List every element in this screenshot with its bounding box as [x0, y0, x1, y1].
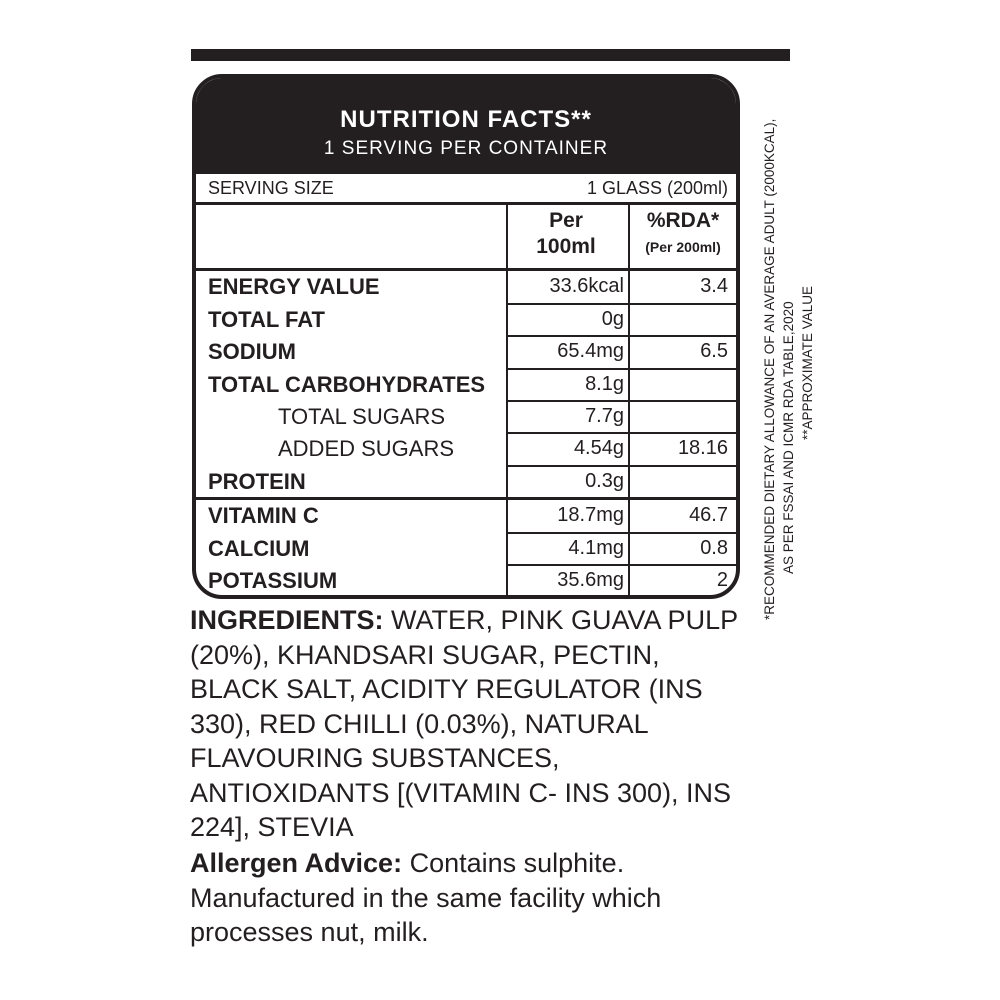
nutrient-name: VITAMIN C: [208, 503, 319, 528]
nutrient-per-100ml: 8.1g: [585, 373, 624, 395]
nutrient-per-100ml: 4.54g: [573, 437, 624, 459]
allergen-block: [190, 846, 750, 950]
allergen-text: Contains sulphite. Manufactured in the same facility which processes nut, milk.: [190, 848, 662, 947]
nutrient-row: [196, 336, 736, 369]
nutrient-name: TOTAL FAT: [208, 307, 325, 332]
nutrient-per-100ml: 33.6kcal: [549, 275, 624, 297]
rda-header: [628, 209, 738, 261]
per-header-line2: 100ml: [536, 235, 596, 258]
serving-size-label: SERVING SIZE: [208, 178, 334, 198]
nutrient-row: [196, 565, 736, 598]
nutrient-rda: 6.5: [700, 340, 728, 362]
nutrition-header: [196, 78, 736, 174]
nutrient-rda: 18.16: [677, 437, 728, 459]
rda-header-line2: (Per 200ml): [645, 239, 721, 255]
footnote-vertical: [760, 60, 817, 620]
nutrient-name: PROTEIN: [208, 469, 306, 494]
ingredients-label: INGREDIENTS:: [190, 605, 384, 635]
nutrient-name: CALCIUM: [208, 536, 310, 561]
top-rule: [191, 49, 790, 61]
nutrient-row: [196, 433, 736, 466]
serving-size-value: 1 GLASS (200ml): [586, 178, 728, 198]
ingredients-block: [190, 603, 750, 845]
nutrient-per-100ml: 7.7g: [585, 405, 624, 427]
nutrient-per-100ml: 4.1mg: [568, 537, 624, 559]
allergen-label: Allergen Advice:: [190, 848, 403, 878]
rda-header-line1: %RDA*: [646, 209, 720, 232]
nutrient-name: ENERGY VALUE: [208, 274, 380, 299]
nutrient-name: SODIUM: [208, 339, 296, 364]
nutrient-name: ADDED SUGARS: [278, 436, 455, 461]
nutrient-rda: 0.8: [700, 537, 728, 559]
nutrient-rda: 3.4: [700, 275, 728, 297]
footnote-approximate: **APPROXIMATE VALUE: [800, 285, 815, 440]
nutrient-name: TOTAL SUGARS: [278, 404, 446, 429]
nutrient-rda: 2: [716, 569, 728, 591]
nutrient-rda: 46.7: [689, 504, 728, 526]
footnote-rda-source: AS PER FSSAI AND ICMR RDA TABLE,2020: [781, 301, 796, 574]
nutrition-facts-panel: [192, 74, 740, 599]
nutrient-row: [196, 466, 736, 499]
nutrient-row: [196, 271, 736, 304]
nutrient-per-100ml: 18.7mg: [557, 504, 624, 526]
nutrient-per-100ml: 65.4mg: [557, 340, 624, 362]
nutrient-row: [196, 401, 736, 434]
per-100ml-header: [506, 209, 626, 261]
nutrient-name: TOTAL CARBOHYDRATES: [208, 372, 486, 397]
nutrient-row: [196, 304, 736, 337]
servings-per-container: 1 SERVING PER CONTAINER: [323, 138, 609, 159]
nutrient-row: [196, 500, 736, 533]
per-header-line1: Per: [549, 209, 583, 232]
nutrient-per-100ml: 0g: [601, 308, 624, 330]
nutrient-row: [196, 369, 736, 402]
nutrient-row: [196, 533, 736, 566]
nutrition-title: NUTRITION FACTS**: [340, 106, 592, 133]
nutrient-per-100ml: 35.6mg: [557, 569, 624, 591]
nutrient-per-100ml: 0.3g: [585, 470, 624, 492]
nutrient-name: POTASSIUM: [208, 568, 338, 593]
footnote-rda: *RECOMMENDED DIETARY ALLOWANCE OF AN AVERAGE ADULT (2000KCAL),: [762, 118, 777, 620]
serving-size-row: [196, 174, 736, 205]
ingredients-text: WATER, PINK GUAVA PULP (20%), KHANDSARI SUGAR, PECTIN, BLACK SALT, ACIDITY REGULATOR (INS 330), RED CHILLI (0.03%), NATURAL FLAVOURING SUBSTANCES, ANTIOXIDANTS [(VITAMIN C- INS 300), INS 224], STEVIA: [190, 605, 738, 842]
